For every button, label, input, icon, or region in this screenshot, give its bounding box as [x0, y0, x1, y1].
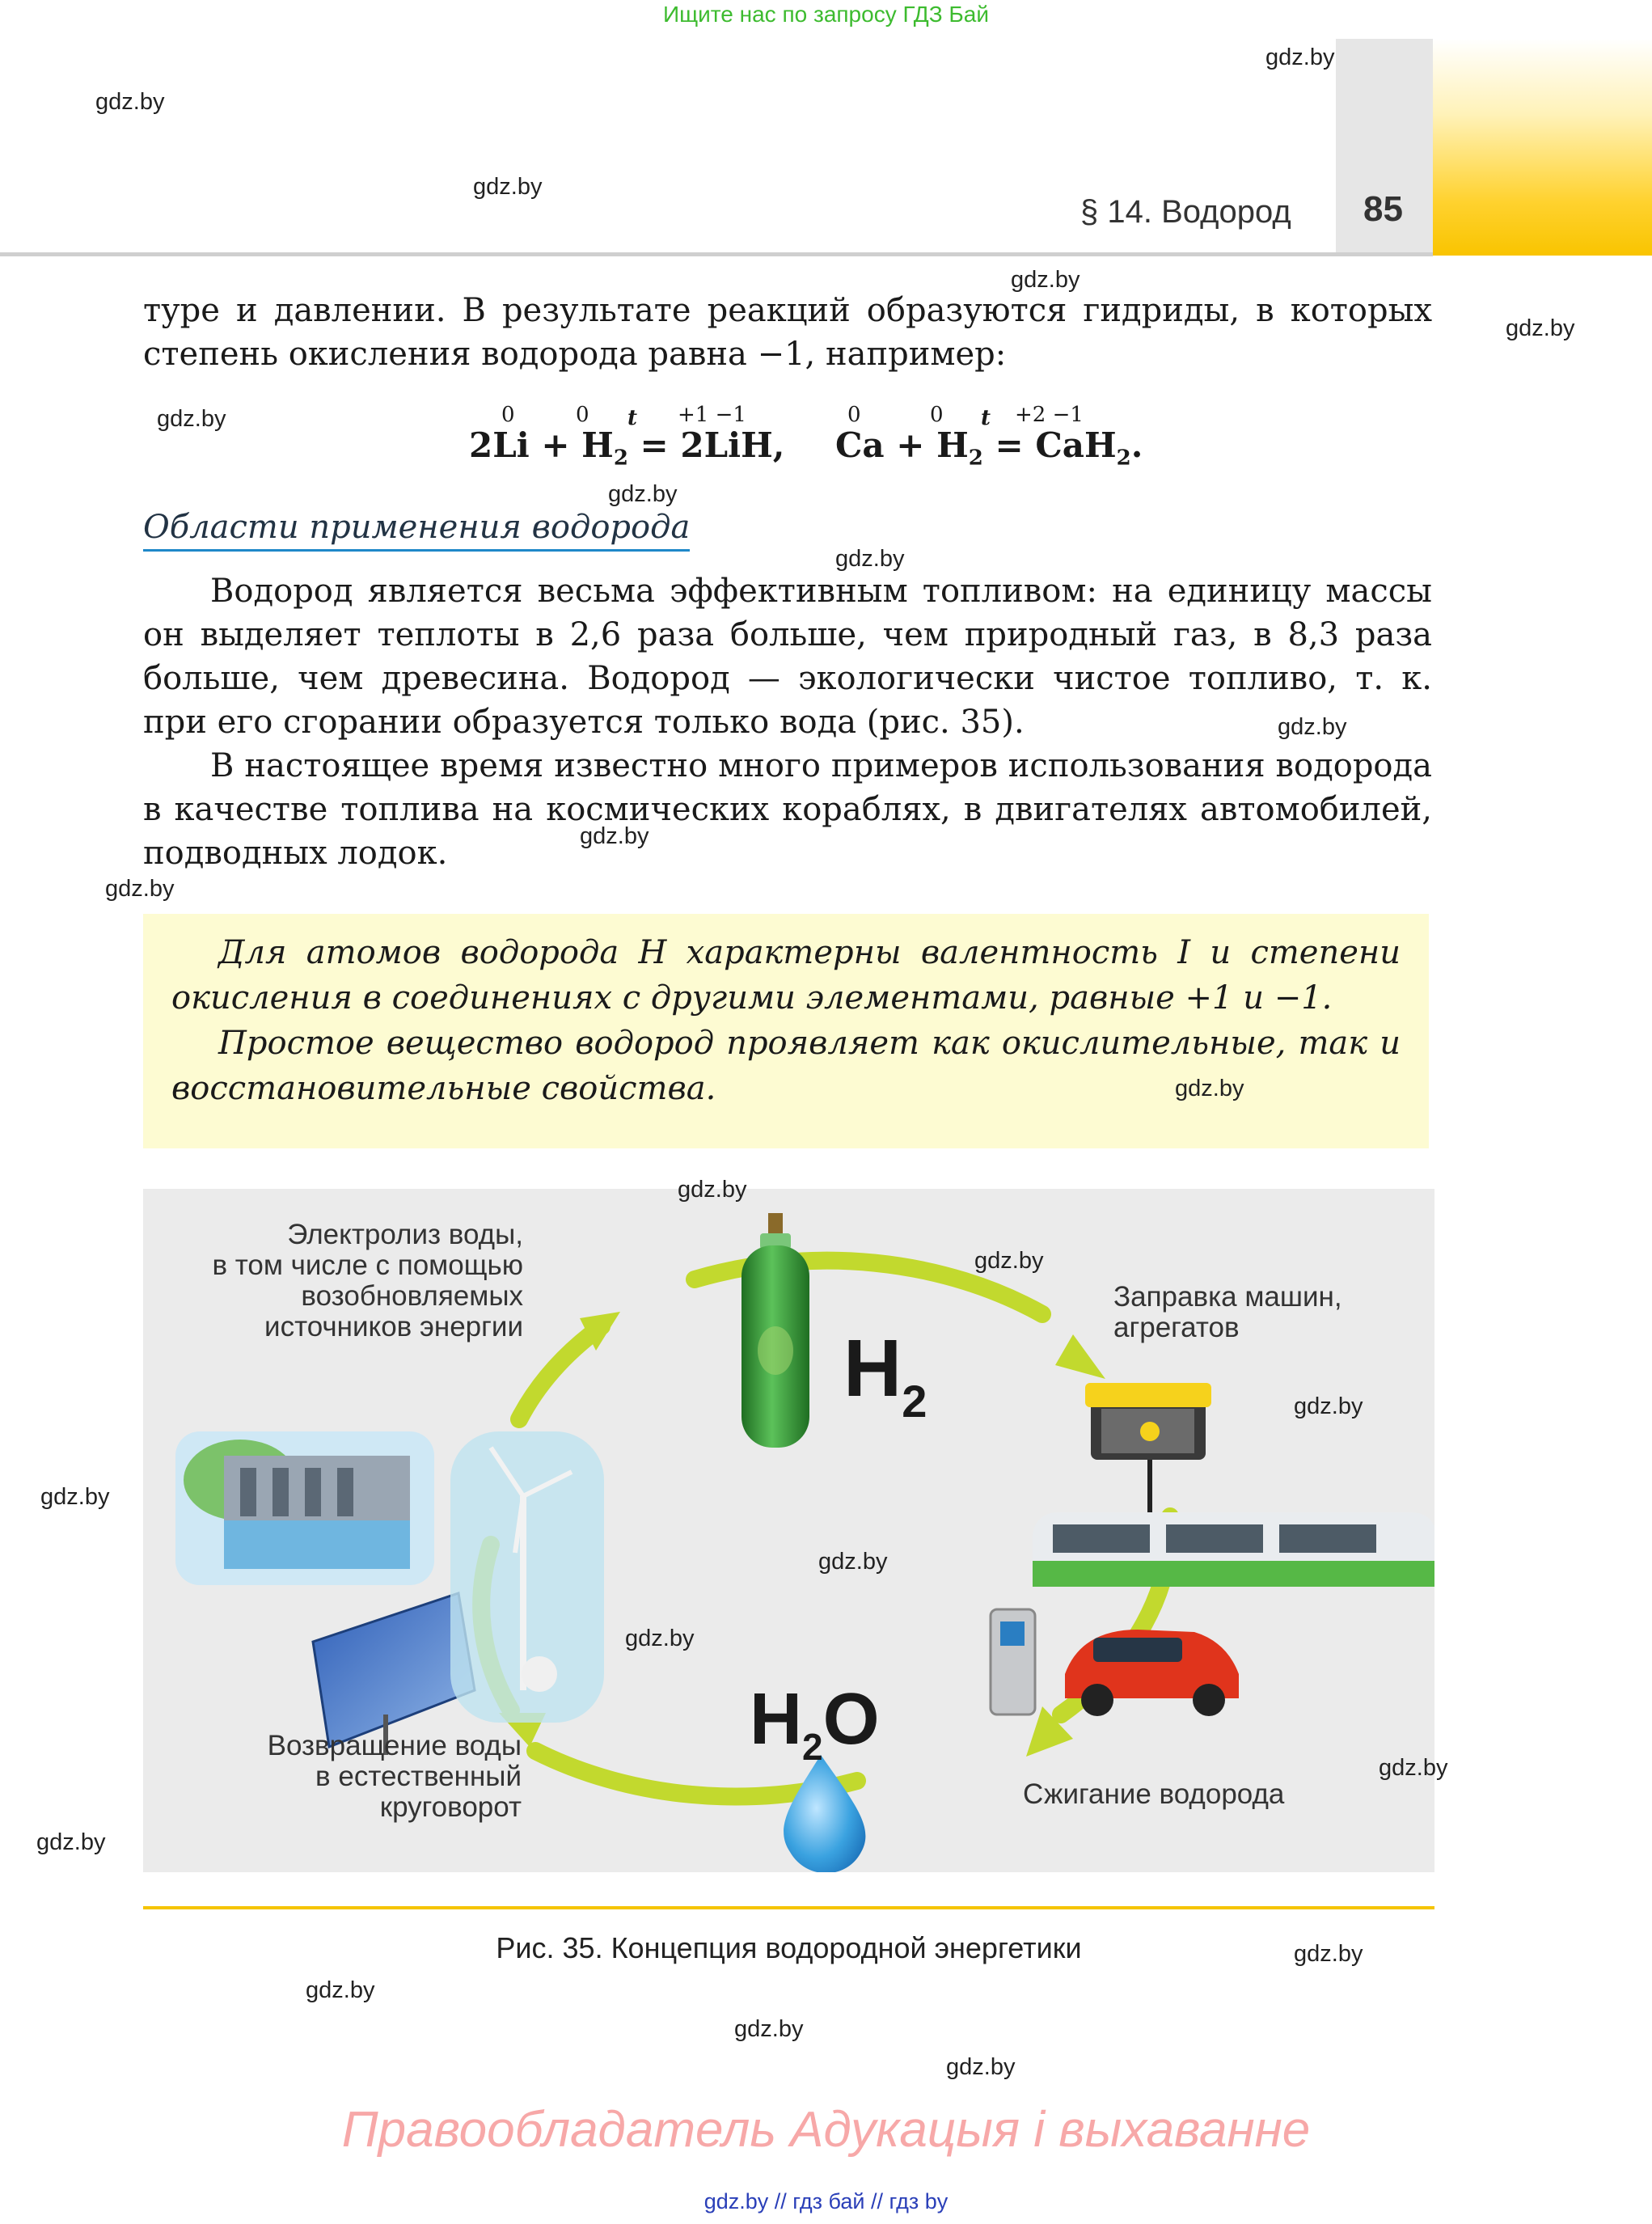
ox-state-h: 0 [576, 403, 589, 427]
paragraph-hydrides: туре и давлении. В результате реакций образуются гидриды, в которых степень окисления водорода равна −1, например: [143, 292, 1432, 373]
renewable-energy-scene [175, 1431, 604, 1755]
eq1-left: 2Li + H [469, 425, 614, 465]
ox-states-cah: +2 −1 [1015, 403, 1084, 427]
label-electrolysis-line4: источников энергии [264, 1311, 523, 1342]
header-yellow-block [1433, 39, 1652, 256]
footer-links[interactable]: gdz.by // гдз бай // гдз by [703, 2189, 949, 2213]
paragraph-fuel: Водород является весьма эффективным топливом: на единицу массы он выделяет теплоты в 2,6 раза больше, чем природный газ, в 8,3 раза больше, чем древесина. Водород — экологически чистое топливо, т. к. при его сгорании образуется только вода (рис. 35). [143, 573, 1432, 741]
eq2-h-subscript: 2 [968, 446, 983, 471]
eq2-period: . [1130, 425, 1143, 465]
paragraph-examples: В настоящее время известно много примеров использования водорода в качестве топлива на космических кораблях, в двигателях автомобилей, подводных лодок. [143, 747, 1432, 872]
label-electrolysis-line2: в том числе с помощью [212, 1249, 523, 1281]
label-refuel [1113, 1282, 1342, 1343]
figure-caption: Рис. 35. Концепция водородной энергетики [496, 1931, 1082, 1964]
header-divider [0, 252, 1433, 256]
ox-state-li: 0 [501, 403, 515, 427]
h2-subscript: 2 [902, 1376, 927, 1427]
label-return [143, 1731, 522, 1823]
watermark: gdz.by [1011, 267, 1080, 293]
watermark: gdz.by [95, 89, 165, 115]
figure-hydrogen-energy [143, 1189, 1434, 1872]
section-title: § 14. Водород [1080, 194, 1291, 230]
figure-divider [143, 1906, 1434, 1909]
watermark: gdz.by [835, 546, 905, 572]
temperature-sign: t [627, 406, 638, 430]
eq2-right-subscript: 2 [1116, 446, 1131, 471]
label-return-line3: круговорот [379, 1791, 522, 1823]
rule-paragraph-1: Для атомов водорода H характерны валентность I и степени окисления в соединениях с другими элементами, равные +1 и −1. [171, 934, 1401, 1017]
watermark: gdz.by [40, 1484, 110, 1510]
watermark: gdz.by [625, 1626, 695, 1651]
watermark: gdz.by [1506, 315, 1575, 341]
watermark: gdz.by [1294, 1393, 1363, 1419]
watermark: gdz.by [1278, 714, 1347, 740]
watermark: gdz.by [473, 174, 543, 200]
watermark: gdz.by [306, 1977, 375, 2003]
watermark: gdz.by [580, 823, 649, 849]
label-refuel-line1: Заправка машин, [1113, 1281, 1342, 1313]
watermark: gdz.by [974, 1248, 1044, 1274]
ox-state-h: 0 [930, 403, 944, 427]
watermark: gdz.by [1379, 1755, 1448, 1781]
label-burn: Сжигание водорода [1023, 1778, 1285, 1810]
water-drop [784, 1755, 865, 1872]
h2-symbol: H [843, 1323, 902, 1414]
watermark: gdz.by [1294, 1941, 1363, 1967]
rule-paragraph-2: Простое вещество водород проявляет как окислительные, так и восстановительные свойства. [171, 1025, 1401, 1107]
watermark: gdz.by [36, 1829, 106, 1855]
eq1-h-subscript: 2 [613, 446, 628, 471]
copyright-notice: Правообладатель Адукацыя і выхаванне [341, 2102, 1311, 2158]
h2o-formula [750, 1678, 880, 1768]
eq2-right: CaH [1035, 425, 1117, 465]
label-electrolysis-line1: Электролиз воды, [287, 1219, 523, 1250]
label-refuel-line2: агрегатов [1113, 1312, 1240, 1343]
hydrogen-cylinder [741, 1213, 809, 1448]
label-electrolysis-line3: возобновляемых [301, 1280, 523, 1312]
eq2-equals: = [995, 425, 1024, 465]
temperature-sign: t [981, 406, 991, 430]
subheading-applications: Области применения водорода [143, 507, 690, 552]
label-return-line2: в естественный [315, 1761, 522, 1792]
h2-formula [843, 1322, 927, 1427]
watermark: gdz.by [105, 876, 175, 902]
watermark: gdz.by [678, 1177, 747, 1203]
h2o-subscript: 2 [802, 1726, 823, 1768]
watermark: gdz.by [734, 2016, 804, 2042]
eq1-right: 2LiH, [680, 425, 785, 465]
h2o-o-symbol: O [822, 1679, 880, 1760]
page-number: 85 [1363, 189, 1403, 229]
label-return-line1: Возвращение воды [267, 1730, 522, 1761]
h2o-h-symbol: H [750, 1679, 802, 1760]
eq1-equals: = [640, 425, 669, 465]
eq2-left: Ca + H [835, 425, 969, 465]
watermark: gdz.by [608, 481, 678, 507]
watermark: gdz.by [1265, 44, 1335, 70]
ox-states-lih: +1 −1 [678, 403, 746, 427]
watermark: gdz.by [1175, 1076, 1244, 1101]
watermark: gdz.by [157, 406, 226, 432]
ox-state-ca: 0 [847, 403, 861, 427]
watermark: gdz.by [818, 1549, 888, 1575]
label-electrolysis [143, 1220, 523, 1342]
top-banner[interactable]: Ищите нас по запросу ГДЗ Бай [662, 2, 990, 27]
watermark: gdz.by [946, 2054, 1016, 2080]
vehicles-scene [991, 1383, 1434, 1716]
